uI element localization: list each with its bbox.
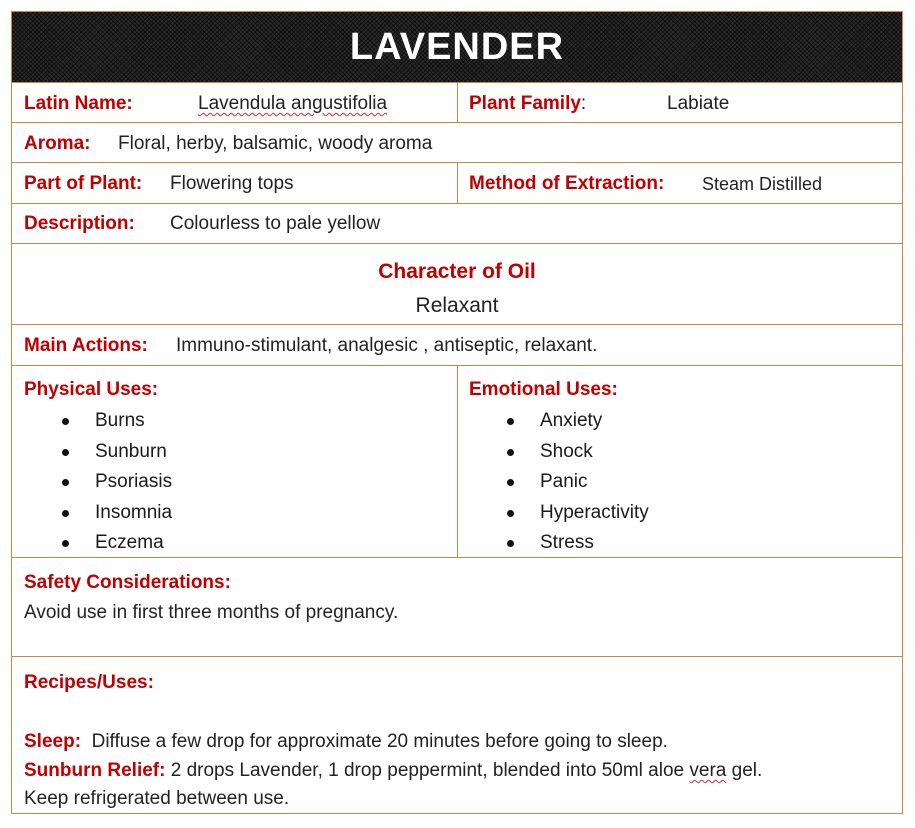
column-divider: [457, 366, 458, 557]
character-label: Character of Oil: [378, 260, 536, 283]
column-divider: [457, 163, 458, 203]
row-main-actions: [12, 325, 902, 366]
part-of-plant-label: Part of Plant:: [24, 173, 143, 194]
row-latin-family: [12, 83, 902, 123]
main-actions-value: Immuno-stimulant, analgesic , antiseptic, relaxant.: [176, 335, 598, 356]
row-recipes: [12, 657, 902, 815]
description-value: Colourless to pale yellow: [170, 213, 381, 234]
latin-name-label: Latin Name:: [24, 93, 133, 114]
list-item: Panic: [469, 467, 649, 498]
sunburn-recipe: [24, 760, 762, 782]
sleep-text: Diffuse a few drop for approximate 20 minutes before going to sleep.: [91, 731, 668, 752]
sunburn-text: 2 drops Lavender, 1 drop peppermint, blended into 50ml aloe: [170, 760, 690, 781]
row-description: [12, 204, 902, 244]
row-safety: [12, 558, 902, 657]
list-item: Anxiety: [469, 406, 649, 437]
recipes-label: Recipes/Uses:: [24, 672, 154, 693]
description-label: Description:: [24, 213, 135, 234]
plant-family-value: Labiate: [667, 93, 730, 114]
sunburn-label: Sunburn Relief:: [24, 760, 166, 781]
method-label: Method of Extraction:: [469, 173, 665, 194]
list-item: Stress: [469, 528, 649, 557]
list-item: Psoriasis: [24, 467, 172, 498]
list-item: Shock: [469, 437, 649, 468]
physical-uses-list: [24, 406, 172, 559]
monograph-sheet: [11, 11, 903, 814]
emotional-uses-list: [469, 406, 649, 557]
row-character: [12, 244, 902, 325]
physical-uses-label: Physical Uses:: [24, 379, 159, 400]
part-of-plant-value: Flowering tops: [170, 173, 294, 194]
sunburn-text-vera: vera: [689, 760, 727, 781]
list-item: Hyperactivity: [469, 498, 649, 529]
aroma-value: Floral, herby, balsamic, woody aroma: [118, 133, 433, 154]
row-aroma: [12, 123, 902, 163]
sleep-label: Sleep:: [24, 731, 82, 752]
page-title: LAVENDER: [349, 25, 565, 68]
sunburn-storage-text: Keep refrigerated between use.: [24, 788, 290, 809]
main-actions-label: Main Actions:: [24, 335, 148, 356]
method-value: Steam Distilled: [702, 174, 823, 194]
emotional-uses-label: Emotional Uses:: [469, 379, 618, 400]
sleep-recipe: [24, 731, 668, 753]
latin-name-value: Lavendula angustifolia: [198, 93, 388, 114]
row-part-method: [12, 163, 902, 204]
column-divider: [457, 83, 458, 122]
character-value: Relaxant: [415, 294, 499, 317]
plant-family-colon: :: [580, 93, 587, 114]
row-uses: [12, 366, 902, 558]
plant-family-label-group: [469, 93, 586, 115]
list-item: Eczema: [24, 528, 172, 559]
list-item: Sunburn: [24, 437, 172, 468]
list-item: Burns: [24, 406, 172, 437]
sunburn-text-end: gel.: [726, 760, 763, 781]
safety-value: Avoid use in first three months of pregnancy.: [24, 602, 399, 623]
list-item: Insomnia: [24, 498, 172, 529]
aroma-label: Aroma:: [24, 133, 91, 154]
safety-label: Safety Considerations:: [24, 572, 231, 593]
title-banner: [12, 12, 902, 83]
plant-family-label: Plant Family: [469, 93, 581, 114]
